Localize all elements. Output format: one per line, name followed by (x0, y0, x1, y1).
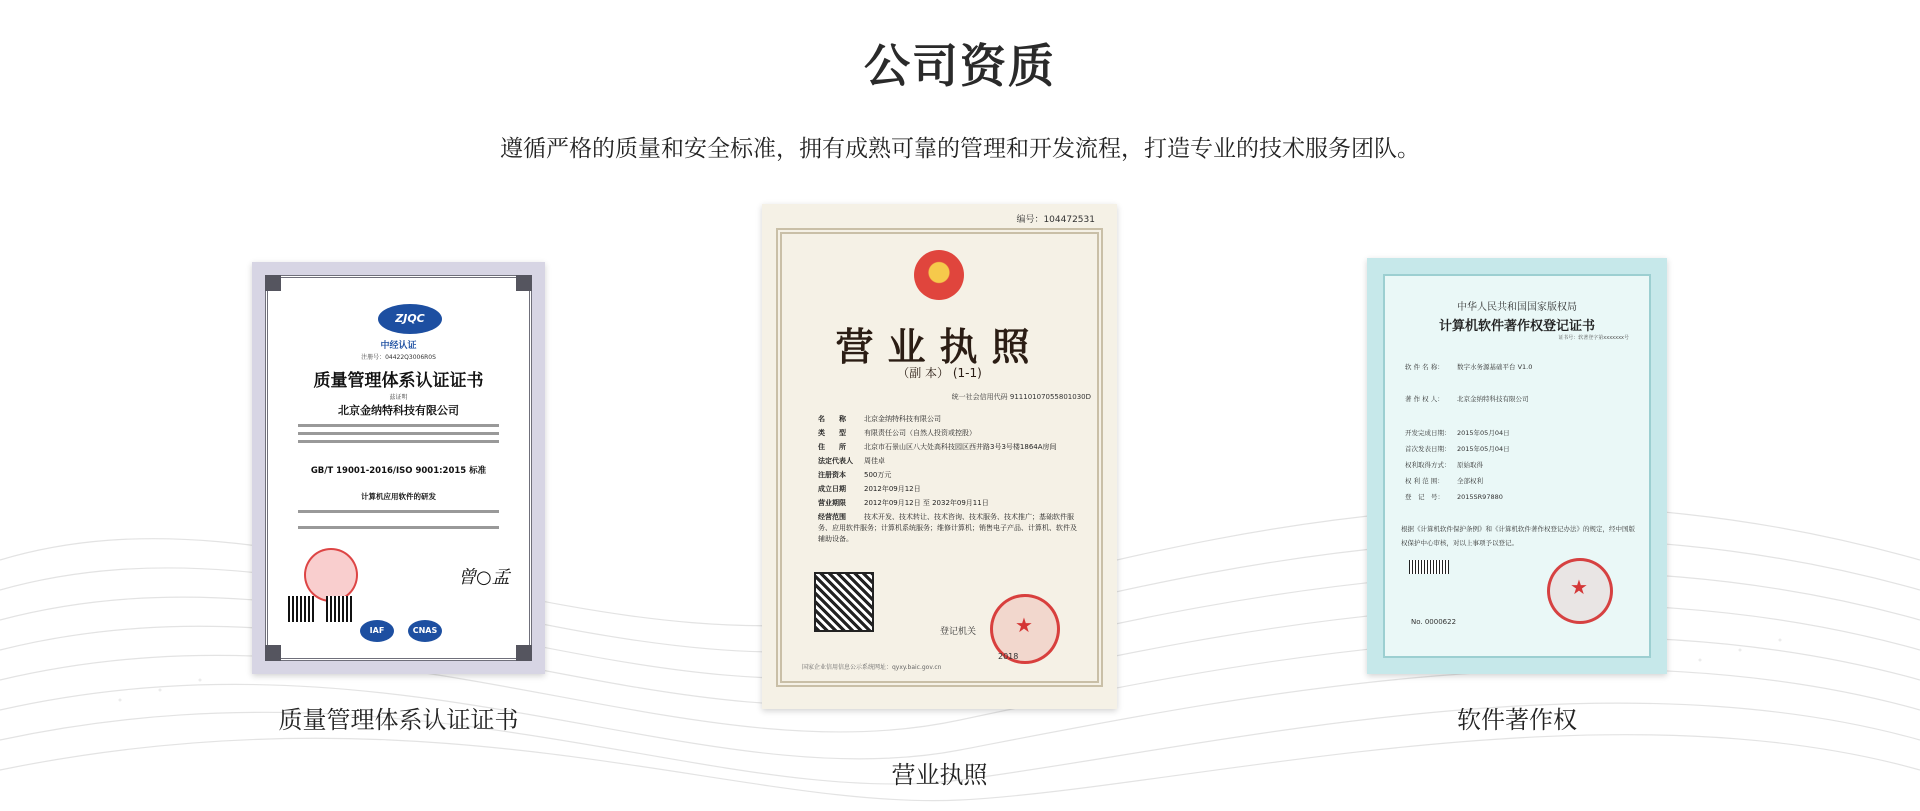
corner-ornament (516, 275, 532, 291)
registrar-label: 登记机关 (940, 627, 977, 637)
row-value: 数字水务源基础平台 V1.0 (1457, 363, 1533, 371)
red-seal-icon (304, 548, 358, 602)
row-key: 类 型 (818, 429, 846, 437)
license-heading: 营业执照 (835, 324, 1044, 369)
row-key: 成立日期 (818, 485, 846, 493)
license-row (818, 484, 921, 494)
standard-text: GB/T 19001-2016/ISO 9001:2015 标准 (310, 466, 487, 476)
row-value: 2012年09月12日 (864, 485, 921, 493)
logo-label: 中经认证 (380, 341, 417, 351)
national-emblem-icon (914, 250, 964, 300)
license-row (818, 512, 1078, 545)
registration-number: 注册号：04422Q3006R0S (361, 354, 436, 361)
company-name: 北京金纳特科技有限公司 (338, 404, 459, 417)
copy-label (762, 364, 1117, 381)
iaf-badge-icon: IAF (360, 620, 394, 642)
row-value: 2015SR97880 (1457, 493, 1503, 501)
section-title: 公司资质 (864, 39, 1056, 93)
certificate-heading: 质量管理体系认证证书 (313, 371, 484, 391)
license-row (818, 442, 1057, 452)
copyright-row (1405, 476, 1483, 485)
license-row (818, 498, 989, 508)
copyright-heading: 计算机软件著作权登记证书 (1438, 319, 1595, 334)
row-value: 2012年09月12日 至 2032年09月11日 (864, 499, 989, 507)
qr-code-icon (814, 572, 874, 632)
row-value: 技术开发、技术转让、技术咨询、技术服务、技术推广；基础软件服务、应用软件服务；计算机系统服务；维修计算机；销售电子产品、计算机、软件及辅助设备。 (818, 513, 1077, 543)
certify-label: 兹证明 (389, 394, 408, 401)
software-copyright-image[interactable] (1367, 258, 1667, 674)
row-value: 原始取得 (1457, 461, 1483, 469)
row-value: 2015年05月04日 (1457, 429, 1510, 437)
text-line (298, 526, 499, 529)
license-footer: 国家企业信用信息公示系统网址：qyxy.baic.gov.cn (802, 664, 942, 671)
row-value: 2015年05月04日 (1457, 445, 1510, 453)
row-key: 法定代表人 (818, 457, 853, 465)
row-key: 软 件 名 称： (1405, 363, 1444, 371)
credit-code: 统一社会信用代码 91110107055801030D (951, 393, 1091, 401)
serial-number: No. 0000622 (1411, 618, 1457, 626)
text-line (298, 440, 499, 443)
row-value: 500万元 (864, 471, 892, 479)
copyright-row (1405, 362, 1532, 371)
corner-ornament (516, 645, 532, 661)
license-row (818, 428, 976, 438)
row-value: 北京市石景山区八大处高科技园区西井路3号3号楼1864A房间 (864, 443, 1057, 451)
iso-certificate-image[interactable] (252, 262, 545, 674)
text-line (298, 510, 499, 513)
qr-code-icon (288, 596, 314, 622)
corner-ornament (265, 645, 281, 661)
row-value: 北京金纳特科技有限公司 (864, 415, 941, 423)
zjqc-logo-icon: ZJQC (378, 304, 442, 334)
issue-year: 2018 (998, 652, 1019, 661)
certificate-number: 证书号：软著登字第xxxxxxx号 (1558, 335, 1629, 341)
row-key: 注册资本 (818, 471, 846, 479)
row-key: 登 记 号： (1405, 493, 1444, 501)
license-row (818, 456, 885, 466)
copyright-row (1405, 460, 1483, 469)
license-row (818, 414, 941, 424)
row-value: 有限责任公司（自然人投资或控股） (864, 429, 976, 437)
row-key: 首次发表日期： (1405, 445, 1451, 453)
row-key: 名 称 (818, 415, 846, 423)
copy-number: (1-1) (952, 366, 982, 380)
signature: 曾○孟 (458, 567, 510, 588)
row-value: 周佳卓 (864, 457, 885, 465)
row-key: 权利取得方式： (1405, 461, 1451, 469)
license-number: 编号：104472531 (1016, 215, 1095, 225)
qr-code-icon (326, 596, 352, 622)
cnas-badge-icon: CNAS (408, 620, 442, 642)
registration-paragraph: 根据《计算机软件保护条例》和《计算机软件著作权登记办法》的规定，经中国版权保护中心审核，对以上事项予以登记。 (1401, 525, 1635, 547)
caption-software-copyright: 软件著作权 (1457, 706, 1577, 734)
caption-iso-certificate: 质量管理体系认证证书 (278, 706, 519, 734)
corner-ornament (265, 275, 281, 291)
row-key: 经营范围 (818, 513, 846, 521)
row-key: 著 作 权 人： (1405, 395, 1444, 403)
barcode-icon (1409, 560, 1449, 574)
scope-text: 计算机应用软件的研发 (361, 492, 436, 501)
copyright-row (1405, 492, 1503, 501)
text-line (298, 432, 499, 435)
red-seal-icon (1547, 558, 1613, 624)
copy-text: （副 本） (897, 366, 950, 380)
section-subtitle: 遵循严格的质量和安全标准，拥有成熟可靠的管理和开发流程，打造专业的技术服务团队。 (500, 136, 1420, 162)
copyright-row (1405, 428, 1510, 437)
row-key: 权 利 范 围： (1405, 477, 1444, 485)
row-key: 住 所 (818, 443, 846, 451)
copyright-row (1405, 394, 1529, 403)
caption-business-license: 营业执照 (891, 761, 988, 789)
certificate-frame (265, 275, 532, 661)
row-value: 全部权利 (1457, 477, 1483, 485)
license-row (818, 470, 891, 480)
issuer-name: 中华人民共和国国家版权局 (1457, 302, 1577, 313)
row-value: 北京金纳特科技有限公司 (1457, 395, 1529, 403)
business-license-image[interactable] (762, 204, 1117, 709)
row-key: 营业期限 (818, 499, 846, 507)
copyright-row (1405, 444, 1510, 453)
row-key: 开发完成日期： (1405, 429, 1451, 437)
text-line (298, 424, 499, 427)
